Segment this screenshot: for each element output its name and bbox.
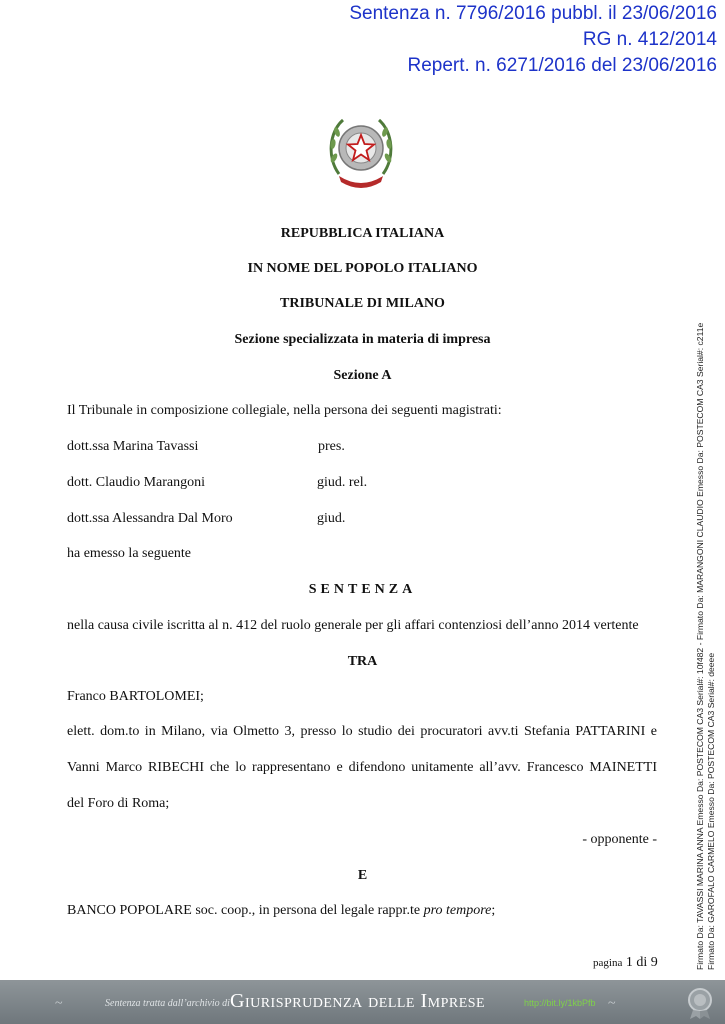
ornament-icon: ~ <box>55 996 63 1011</box>
e-label: E <box>357 868 368 883</box>
heading-popolo: IN NOME DEL POPOLO ITALIANO <box>247 261 478 276</box>
heading-sezione-a: Sezione A <box>333 368 392 383</box>
heading-sezione-specializzata: Sezione specializzata in materia di impresa <box>234 332 491 347</box>
judge-name: dott.ssa Marina Tavassi <box>67 439 199 454</box>
emesso-text: ha emesso la seguente <box>67 546 192 561</box>
party-opponente: Franco BARTOLOMEI; <box>67 689 204 704</box>
judge-name: dott. Claudio Marangoni <box>67 475 206 490</box>
intro-text: Il Tribunale in composizione collegiale, nella persona dei seguenti magistrati: <box>67 403 502 418</box>
domicilio-line-3: del Foro di Roma; <box>67 796 170 811</box>
domicilio-line-1: elett. dom.to in Milano, via Olmetto 3, presso lo studio dei procuratori avv.ti Stefania PATTARINI e <box>67 724 657 739</box>
tra-label: TRA <box>347 654 378 669</box>
judge-role: pres. <box>318 439 345 454</box>
header-rg: RG n. 412/2014 <box>582 29 717 50</box>
judge-name: dott.ssa Alessandra Dal Moro <box>67 511 233 526</box>
footer-brand: Giurisprudenza delle Imprese <box>230 990 486 1012</box>
heading-tribunale: TRIBUNALE DI MILANO <box>280 296 445 311</box>
header-sentenza: Sentenza n. 7796/2016 pubbl. il 23/06/2016 <box>349 3 717 24</box>
ornament-icon: ~ <box>608 996 616 1011</box>
header-repert: Repert. n. 6271/2016 del 23/06/2016 <box>407 55 717 76</box>
footer-url[interactable]: http://bit.ly/1kbPfb <box>524 998 596 1008</box>
judge-role: giud. <box>317 511 346 526</box>
party-opposto: BANCO POPOLARE soc. coop., in persona del legale rappr.te pro tempore; <box>67 903 496 918</box>
signature-line-1: Firmato Da: TAVASSI MARINA ANNA Emesso Da: POSTECOM CA3 Serial#: 10f482 - Firmato Da: MARANGONI CLAUDIO Emesso Da: POSTECOM CA3 Serial#: c211e <box>695 322 705 970</box>
judge-role: giud. rel. <box>317 475 368 490</box>
archive-footer <box>0 980 725 1024</box>
sentenza-title: SENTENZA <box>308 582 417 597</box>
footer-source: Sentenza tratta dall’archivio di <box>105 998 230 1009</box>
domicilio-line-2: Vanni Marco RIBECHI che lo rappresentano e difendono unitamente all’avv. Francesco MAINETTI <box>67 760 657 775</box>
signature-line-2: Firmato Da: GAROFALO CARMELO Emesso Da: POSTECOM CA3 Serial#: deeee <box>706 652 716 970</box>
seal-icon <box>684 986 716 1020</box>
italian-republic-emblem-icon <box>325 110 397 194</box>
causa-text: nella causa civile iscritta al n. 412 del ruolo generale per gli affari contenziosi dell’anno 2014 vertente <box>67 618 639 633</box>
heading-repubblica: REPUBBLICA ITALIANA <box>280 226 445 241</box>
opponente-label: - opponente - <box>582 832 657 847</box>
page-number: pagina 1 di 9 <box>593 955 658 970</box>
